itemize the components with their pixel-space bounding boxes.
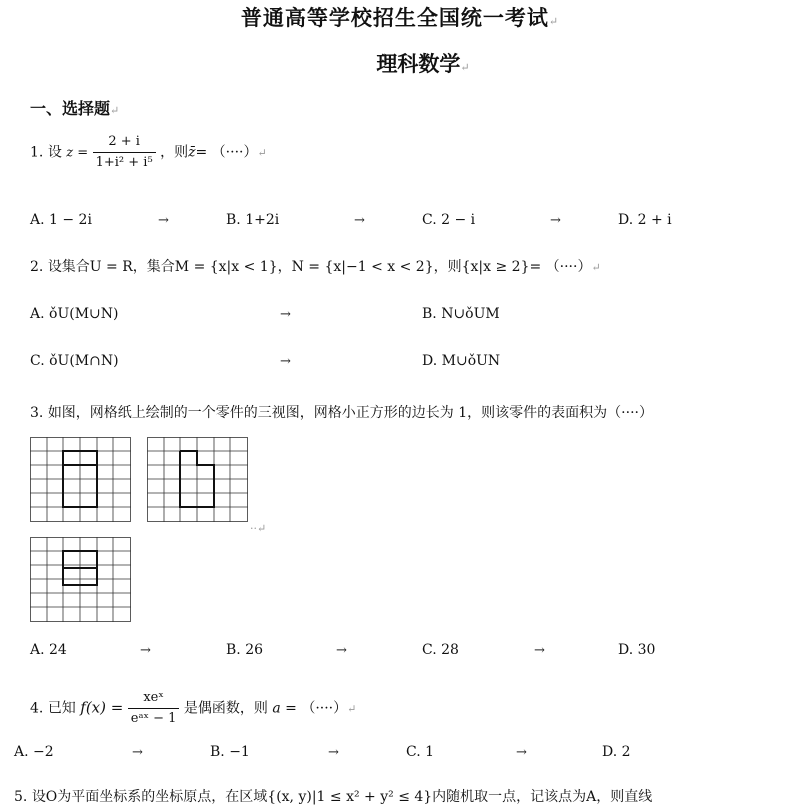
tab-arrow: →	[280, 354, 291, 369]
question-4-option-c: C. 1	[406, 744, 435, 760]
question-4-option-b: B. −1	[210, 744, 250, 760]
question-number: 5.	[14, 789, 32, 805]
question-1-option-d: D. 2 + i	[618, 212, 672, 228]
question-number: 4.	[30, 700, 48, 717]
tab-arrow: →	[516, 745, 527, 760]
exam-subtitle	[0, 48, 800, 78]
tab-arrow: →	[132, 745, 143, 760]
question-3-option-b: B. 26	[226, 642, 264, 658]
section-heading	[30, 96, 119, 119]
tab-arrow: →	[534, 643, 545, 658]
question-text: 设集合U = R，集合M = {x|x < 1}，N = {x|−1 < x < 2}，则{x|x ≥ 2}= （····）	[47, 259, 592, 275]
question-text: 如图，网格纸上绘制的一个零件的三视图，网格小正方形的边长为 1，则该零件的表面积为（····）	[47, 405, 653, 421]
question-3-option-d: D. 30	[618, 642, 656, 658]
paragraph-mark: ↵	[591, 261, 601, 274]
top-view-grid	[30, 537, 131, 622]
math-expression: z =	[66, 145, 89, 161]
fraction	[128, 688, 180, 729]
paragraph-mark: ↵	[110, 104, 120, 117]
paragraph-mark: ↵	[257, 146, 267, 160]
question-1-option-a: A. 1 − 2i	[30, 212, 92, 228]
math-expression: z̄	[188, 144, 196, 161]
question-number: 2.	[30, 259, 48, 275]
tab-arrow: →	[354, 213, 365, 228]
side-view-grid	[147, 437, 248, 522]
question-text: 设O为平面坐标系的坐标原点，在区域{(x, y)|1 ≤ x² + y² ≤ 4}内随机取一点，记该点为A，则直线	[31, 789, 653, 805]
question-number: 1.	[30, 144, 48, 161]
question-3-stem	[30, 402, 653, 422]
tab-arrow: →	[328, 745, 339, 760]
question-number: 3.	[30, 405, 48, 421]
fraction-denominator: 1+i² + i⁵	[95, 155, 153, 170]
question-2-option-d: D. M∪ǒUN	[422, 353, 501, 369]
exam-title-text: 普通高等学校招生全国统一考试	[240, 5, 549, 30]
tab-arrow: →	[140, 643, 151, 658]
question-text: = （····）	[195, 144, 258, 161]
section-heading-text: 一、选择题	[30, 99, 111, 118]
paragraph-mark: ↵	[548, 15, 560, 28]
tab-arrow: →	[280, 307, 291, 322]
math-expression: f(x) =	[80, 698, 124, 717]
paragraph-mark: ↵	[347, 702, 357, 716]
question-2-option-a: A. ǒU(M∪N)	[30, 306, 119, 322]
question-4-stem	[30, 688, 356, 729]
question-3-option-a: A. 24	[30, 642, 67, 658]
question-text: 设	[47, 144, 62, 161]
question-2-stem	[30, 256, 601, 276]
math-expression: a =	[272, 700, 297, 717]
fraction-numerator: xeˣ	[128, 688, 180, 709]
question-1-stem	[30, 132, 267, 173]
question-5-stem	[14, 786, 652, 806]
tab-arrow: →	[550, 213, 561, 228]
front-view-grid	[30, 437, 131, 522]
question-4-option-a: A. −2	[14, 744, 54, 760]
paragraph-mark: ↵	[460, 61, 470, 74]
question-text: （····）	[301, 700, 348, 717]
question-1-option-b: B. 1+2i	[226, 212, 280, 228]
question-text: 是偶函数，则	[183, 700, 268, 717]
question-1-option-c: C. 2 − i	[422, 212, 476, 228]
question-4-option-d: D. 2	[602, 744, 631, 760]
fraction-denominator: eᵃˣ − 1	[130, 711, 177, 726]
question-2-option-c: C. ǒU(M∩N)	[30, 353, 119, 369]
question-text: 已知	[47, 700, 76, 717]
question-2-option-b: B. N∪ǒUM	[422, 306, 500, 322]
question-text: ，则	[160, 144, 189, 161]
fraction	[93, 132, 156, 173]
tab-arrow: →	[158, 213, 169, 228]
tab-arrow: →	[336, 643, 347, 658]
question-3-option-c: C. 28	[422, 642, 459, 658]
exam-subtitle-text: 理科数学	[376, 51, 461, 76]
question-3-trailing-mark: ··↵	[250, 522, 267, 535]
exam-title	[0, 2, 800, 32]
fraction-numerator: 2 + i	[93, 132, 156, 153]
